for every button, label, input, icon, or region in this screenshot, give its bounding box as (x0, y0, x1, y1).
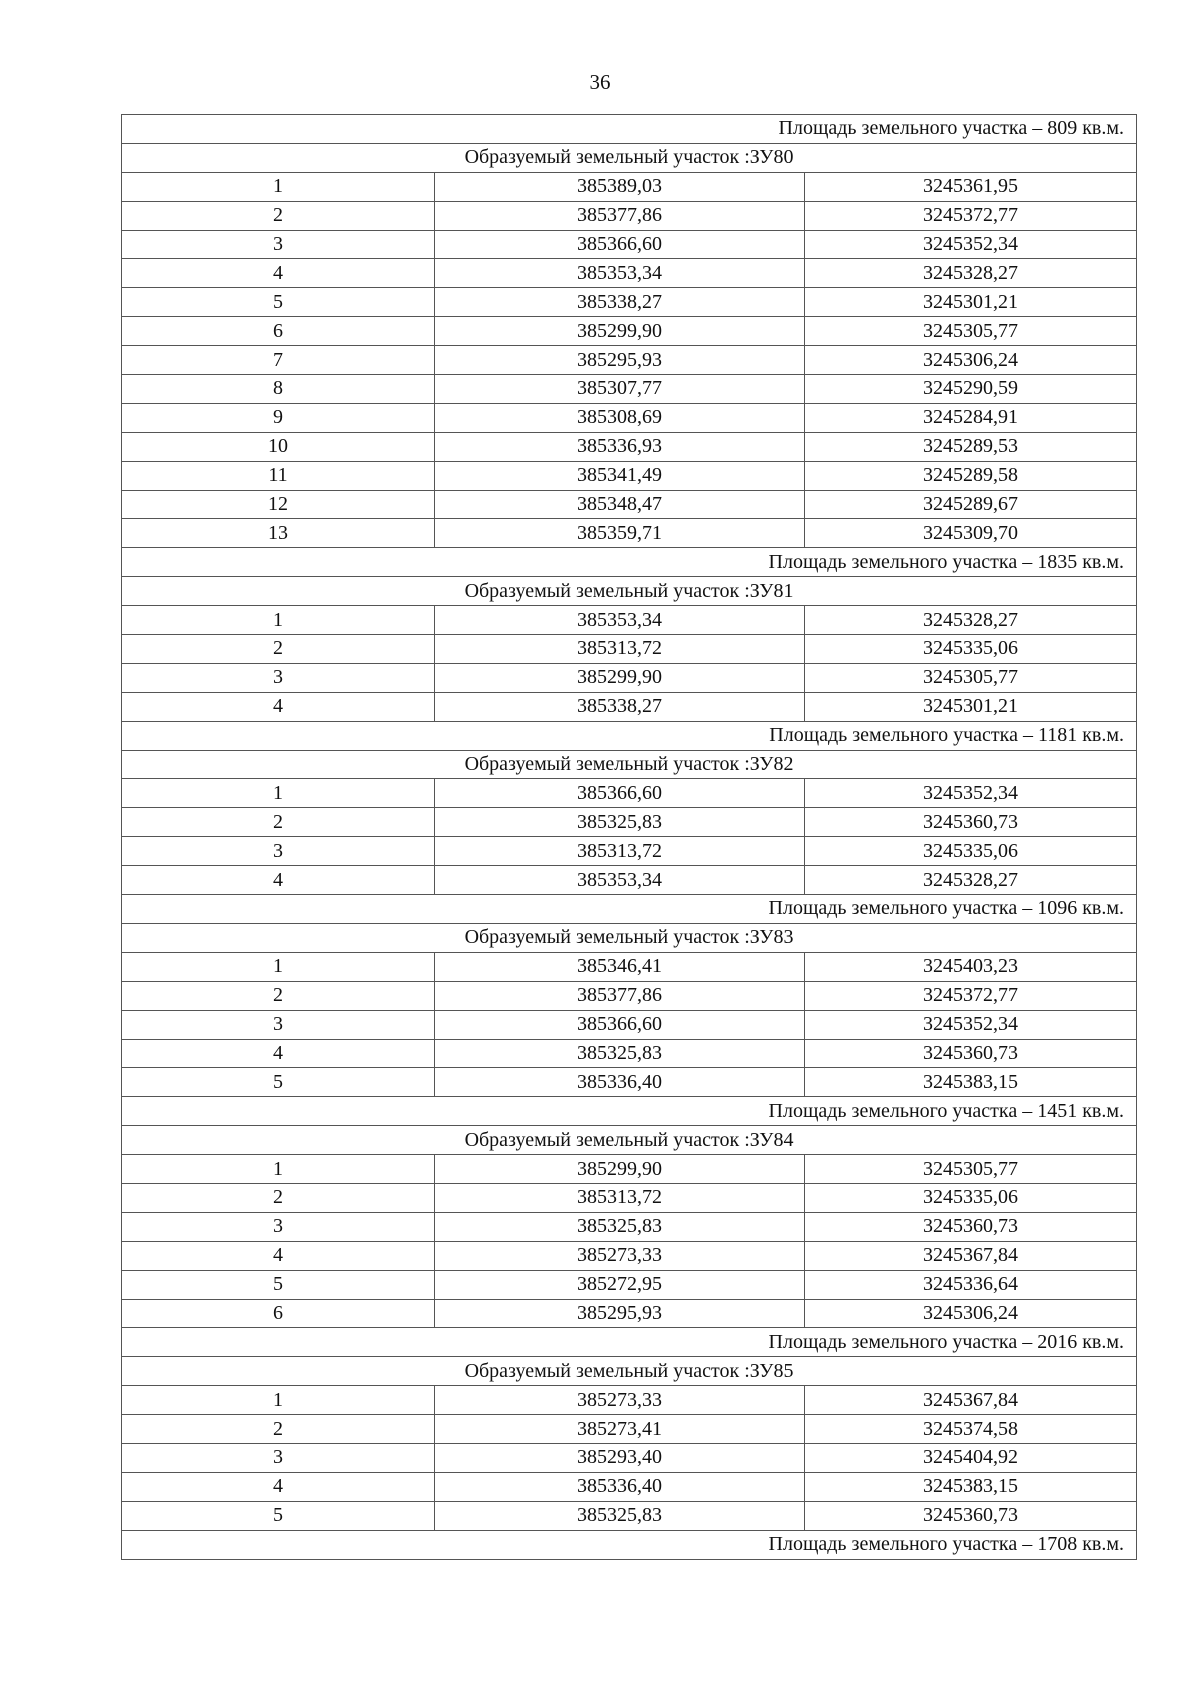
coordinate-row (122, 403, 1137, 432)
coordinate-x: 385366,60 (435, 1010, 805, 1039)
coordinate-row (122, 346, 1137, 375)
coordinate-x: 385341,49 (435, 461, 805, 490)
coordinate-y: 3245374,58 (805, 1415, 1137, 1444)
point-number: 4 (122, 1039, 435, 1068)
coordinate-y: 3245335,06 (805, 1183, 1137, 1212)
coordinate-x: 385325,83 (435, 1039, 805, 1068)
coordinate-x: 385336,40 (435, 1068, 805, 1097)
point-number: 3 (122, 230, 435, 259)
point-number: 1 (122, 606, 435, 635)
point-number: 2 (122, 808, 435, 837)
plot-area: Площадь земельного участка – 1708 кв.м. (122, 1530, 1137, 1559)
point-number: 4 (122, 259, 435, 288)
point-number: 2 (122, 1415, 435, 1444)
coordinate-x: 385295,93 (435, 346, 805, 375)
coordinate-x: 385325,83 (435, 1501, 805, 1530)
coordinate-y: 3245383,15 (805, 1472, 1137, 1501)
coordinate-y: 3245383,15 (805, 1068, 1137, 1097)
point-number: 4 (122, 866, 435, 895)
coordinate-x: 385325,83 (435, 1212, 805, 1241)
coordinate-row (122, 779, 1137, 808)
point-number: 13 (122, 519, 435, 548)
coordinate-x: 385359,71 (435, 519, 805, 548)
coordinate-x: 385313,72 (435, 1183, 805, 1212)
coordinates-table-body (122, 115, 1137, 1560)
coordinate-x: 385272,95 (435, 1270, 805, 1299)
coordinate-x: 385366,60 (435, 779, 805, 808)
coordinate-x: 385346,41 (435, 952, 805, 981)
coordinate-row (122, 1155, 1137, 1184)
point-number: 2 (122, 1183, 435, 1212)
coordinate-x: 385348,47 (435, 490, 805, 519)
point-number: 5 (122, 1501, 435, 1530)
coordinate-row (122, 201, 1137, 230)
coordinate-y: 3245352,34 (805, 779, 1137, 808)
plot-area: Площадь земельного участка – 2016 кв.м. (122, 1328, 1137, 1357)
coordinate-y: 3245289,53 (805, 432, 1137, 461)
point-number: 5 (122, 1068, 435, 1097)
coordinate-row (122, 1415, 1137, 1444)
plot-title-row (122, 1126, 1137, 1155)
coordinate-y: 3245361,95 (805, 172, 1137, 201)
coordinate-row (122, 981, 1137, 1010)
coordinate-x: 385299,90 (435, 317, 805, 346)
plot-title: Образуемый земельный участок :ЗУ85 (122, 1357, 1137, 1386)
coordinate-x: 385273,33 (435, 1241, 805, 1270)
coordinate-row (122, 1299, 1137, 1328)
coordinate-x: 385293,40 (435, 1443, 805, 1472)
point-number: 2 (122, 981, 435, 1010)
coordinate-row (122, 1386, 1137, 1415)
plot-title-row (122, 923, 1137, 952)
coordinate-row (122, 1241, 1137, 1270)
coordinate-y: 3245360,73 (805, 1501, 1137, 1530)
coordinate-x: 385353,34 (435, 866, 805, 895)
coordinate-y: 3245289,58 (805, 461, 1137, 490)
point-number: 5 (122, 288, 435, 317)
coordinate-x: 385338,27 (435, 692, 805, 721)
point-number: 8 (122, 375, 435, 404)
point-number: 6 (122, 1299, 435, 1328)
point-number: 1 (122, 1386, 435, 1415)
coordinate-row (122, 1270, 1137, 1299)
plot-title-row (122, 143, 1137, 172)
coordinate-row (122, 1212, 1137, 1241)
coordinate-y: 3245328,27 (805, 259, 1137, 288)
plot-title-row (122, 577, 1137, 606)
coordinate-row (122, 1039, 1137, 1068)
coordinate-row (122, 461, 1137, 490)
coordinate-row (122, 692, 1137, 721)
point-number: 3 (122, 663, 435, 692)
coordinate-row (122, 952, 1137, 981)
coordinates-table (121, 114, 1137, 1560)
plot-area: Площадь земельного участка – 1096 кв.м. (122, 895, 1137, 924)
plot-title: Образуемый земельный участок :ЗУ80 (122, 143, 1137, 172)
coordinate-y: 3245306,24 (805, 1299, 1137, 1328)
coordinate-x: 385325,83 (435, 808, 805, 837)
coordinate-row (122, 288, 1137, 317)
coordinate-row (122, 1068, 1137, 1097)
coordinate-x: 385299,90 (435, 663, 805, 692)
plot-title: Образуемый земельный участок :ЗУ81 (122, 577, 1137, 606)
plot-area-row (122, 1328, 1137, 1357)
plot-area-row (122, 721, 1137, 750)
page-number: 36 (589, 70, 611, 94)
coordinate-x: 385308,69 (435, 403, 805, 432)
point-number: 7 (122, 346, 435, 375)
coordinate-y: 3245336,64 (805, 1270, 1137, 1299)
point-number: 1 (122, 952, 435, 981)
coordinate-x: 385313,72 (435, 635, 805, 664)
coordinate-x: 385366,60 (435, 230, 805, 259)
plot-area: Площадь земельного участка – 1451 кв.м. (122, 1097, 1137, 1126)
coordinate-y: 3245335,06 (805, 635, 1137, 664)
coordinate-row (122, 1183, 1137, 1212)
coordinate-y: 3245372,77 (805, 201, 1137, 230)
coordinate-x: 385336,93 (435, 432, 805, 461)
point-number: 11 (122, 461, 435, 490)
coordinate-y: 3245372,77 (805, 981, 1137, 1010)
coordinate-y: 3245284,91 (805, 403, 1137, 432)
point-number: 1 (122, 172, 435, 201)
plot-title: Образуемый земельный участок :ЗУ83 (122, 923, 1137, 952)
plot-title: Образуемый земельный участок :ЗУ84 (122, 1126, 1137, 1155)
point-number: 4 (122, 1472, 435, 1501)
point-number: 9 (122, 403, 435, 432)
coordinate-y: 3245309,70 (805, 519, 1137, 548)
coordinate-row (122, 172, 1137, 201)
coordinate-row (122, 635, 1137, 664)
coordinate-x: 385313,72 (435, 837, 805, 866)
coordinate-y: 3245367,84 (805, 1241, 1137, 1270)
coordinate-row (122, 317, 1137, 346)
point-number: 4 (122, 1241, 435, 1270)
plot-title-row (122, 1357, 1137, 1386)
coordinate-y: 3245404,92 (805, 1443, 1137, 1472)
coordinate-row (122, 837, 1137, 866)
plot-title-row (122, 750, 1137, 779)
coordinate-x: 385389,03 (435, 172, 805, 201)
point-number: 2 (122, 635, 435, 664)
coordinate-y: 3245335,06 (805, 837, 1137, 866)
coordinate-row (122, 866, 1137, 895)
coordinate-row (122, 1501, 1137, 1530)
point-number: 3 (122, 1212, 435, 1241)
point-number: 5 (122, 1270, 435, 1299)
coordinate-x: 385377,86 (435, 981, 805, 1010)
coordinate-y: 3245360,73 (805, 808, 1137, 837)
coordinate-y: 3245360,73 (805, 1039, 1137, 1068)
coordinate-x: 385377,86 (435, 201, 805, 230)
plot-area: Площадь земельного участка – 1835 кв.м. (122, 548, 1137, 577)
point-number: 6 (122, 317, 435, 346)
point-number: 4 (122, 692, 435, 721)
coordinate-x: 385295,93 (435, 1299, 805, 1328)
plot-area-row (122, 548, 1137, 577)
plot-area-row (122, 1530, 1137, 1559)
coordinate-y: 3245328,27 (805, 606, 1137, 635)
point-number: 1 (122, 1155, 435, 1184)
coordinate-y: 3245403,23 (805, 952, 1137, 981)
coordinate-y: 3245305,77 (805, 317, 1137, 346)
coordinate-y: 3245352,34 (805, 1010, 1137, 1039)
coordinate-row (122, 259, 1137, 288)
coordinate-x: 385307,77 (435, 375, 805, 404)
plot-area-row (122, 1097, 1137, 1126)
plot-title: Образуемый земельный участок :ЗУ82 (122, 750, 1137, 779)
coordinate-x: 385336,40 (435, 1472, 805, 1501)
point-number: 3 (122, 837, 435, 866)
point-number: 2 (122, 201, 435, 230)
coordinate-row (122, 808, 1137, 837)
coordinate-row (122, 519, 1137, 548)
coordinate-row (122, 375, 1137, 404)
point-number: 10 (122, 432, 435, 461)
coordinate-y: 3245301,21 (805, 288, 1137, 317)
coordinate-y: 3245328,27 (805, 866, 1137, 895)
coordinate-row (122, 663, 1137, 692)
point-number: 3 (122, 1010, 435, 1039)
coordinate-y: 3245305,77 (805, 663, 1137, 692)
coordinate-row (122, 1010, 1137, 1039)
coordinate-y: 3245360,73 (805, 1212, 1137, 1241)
coordinate-y: 3245305,77 (805, 1155, 1137, 1184)
coordinate-row (122, 432, 1137, 461)
coordinate-y: 3245290,59 (805, 375, 1137, 404)
coordinate-y: 3245367,84 (805, 1386, 1137, 1415)
plot-area-row (122, 115, 1137, 144)
coordinate-x: 385353,34 (435, 259, 805, 288)
coordinate-x: 385338,27 (435, 288, 805, 317)
coordinate-row (122, 1472, 1137, 1501)
point-number: 3 (122, 1443, 435, 1472)
coordinate-y: 3245352,34 (805, 230, 1137, 259)
coordinate-y: 3245306,24 (805, 346, 1137, 375)
plot-area: Площадь земельного участка – 809 кв.м. (122, 115, 1137, 144)
plot-area-row (122, 895, 1137, 924)
point-number: 1 (122, 779, 435, 808)
coordinate-y: 3245301,21 (805, 692, 1137, 721)
coordinate-row (122, 606, 1137, 635)
coordinate-row (122, 1443, 1137, 1472)
plot-area: Площадь земельного участка – 1181 кв.м. (122, 721, 1137, 750)
coordinate-row (122, 230, 1137, 259)
coordinate-x: 385299,90 (435, 1155, 805, 1184)
point-number: 12 (122, 490, 435, 519)
coordinate-x: 385273,41 (435, 1415, 805, 1444)
coordinate-x: 385353,34 (435, 606, 805, 635)
coordinate-y: 3245289,67 (805, 490, 1137, 519)
coordinate-row (122, 490, 1137, 519)
coordinate-x: 385273,33 (435, 1386, 805, 1415)
